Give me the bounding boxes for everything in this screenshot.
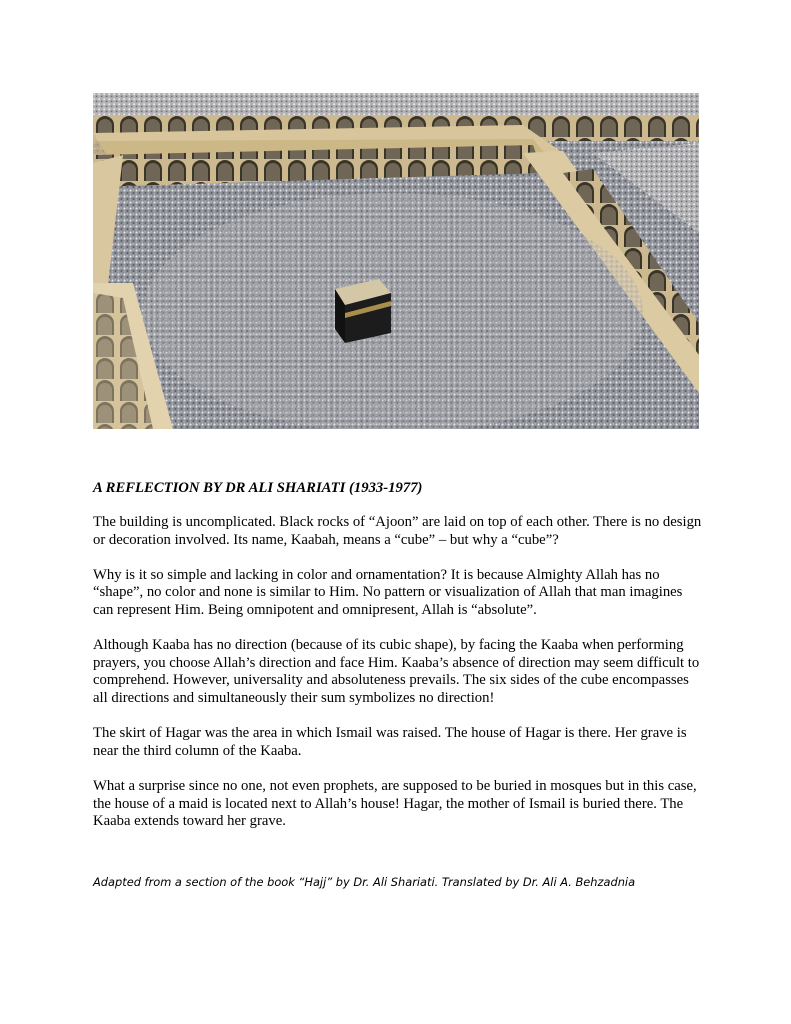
paragraph: The skirt of Hagar was the area in which Ismail was raised. The house of Hagar is there. Her grave is near the third column of the Kaaba.	[93, 725, 687, 759]
paragraph: Why is it so simple and lacking in color and ornamentation? It is because Almighty Allah has no “shape”, no color and none is similar to Him. No pattern or visualization of Allah that man imagines can represent Him. Being omnipotent and omnipresent, Allah is “absolute”.	[93, 566, 683, 618]
paragraph: The building is uncomplicated. Black rocks of “Ajoon” are laid on top of each other. There is no design or decoration involved. Its name, Kaabah, means a “cube” – but why a “cube”?	[93, 514, 702, 548]
article-body	[93, 514, 705, 848]
source-caption: Adapted from a section of the book “Hajj” by Dr. Ali Shariati. Translated by Dr. Ali A. Behzadnia	[93, 875, 636, 889]
article-title: A REFLECTION BY DR ALI SHARIATI (1933-1977)	[93, 480, 423, 496]
kaaba-photo-illustration	[93, 93, 699, 429]
kaaba-photo	[93, 93, 699, 429]
paragraph: What a surprise since no one, not even prophets, are supposed to be buried in mosques but in this case, the house of a maid is located next to Allah’s house! Hagar, the mother of Ismail is buried there. The Kaaba extends toward her grave.	[93, 777, 697, 830]
paragraph: Although Kaaba has no direction (because of its cubic shape), by facing the Kaaba when performing prayers, you choose Allah’s direction and face Him. Kaaba’s absence of direction may seem difficult to comprehend. However, universality and absoluteness prevails. The six sides of the cube encompasses all directions and simultaneously their sum symbolizes no direction!	[93, 637, 700, 706]
